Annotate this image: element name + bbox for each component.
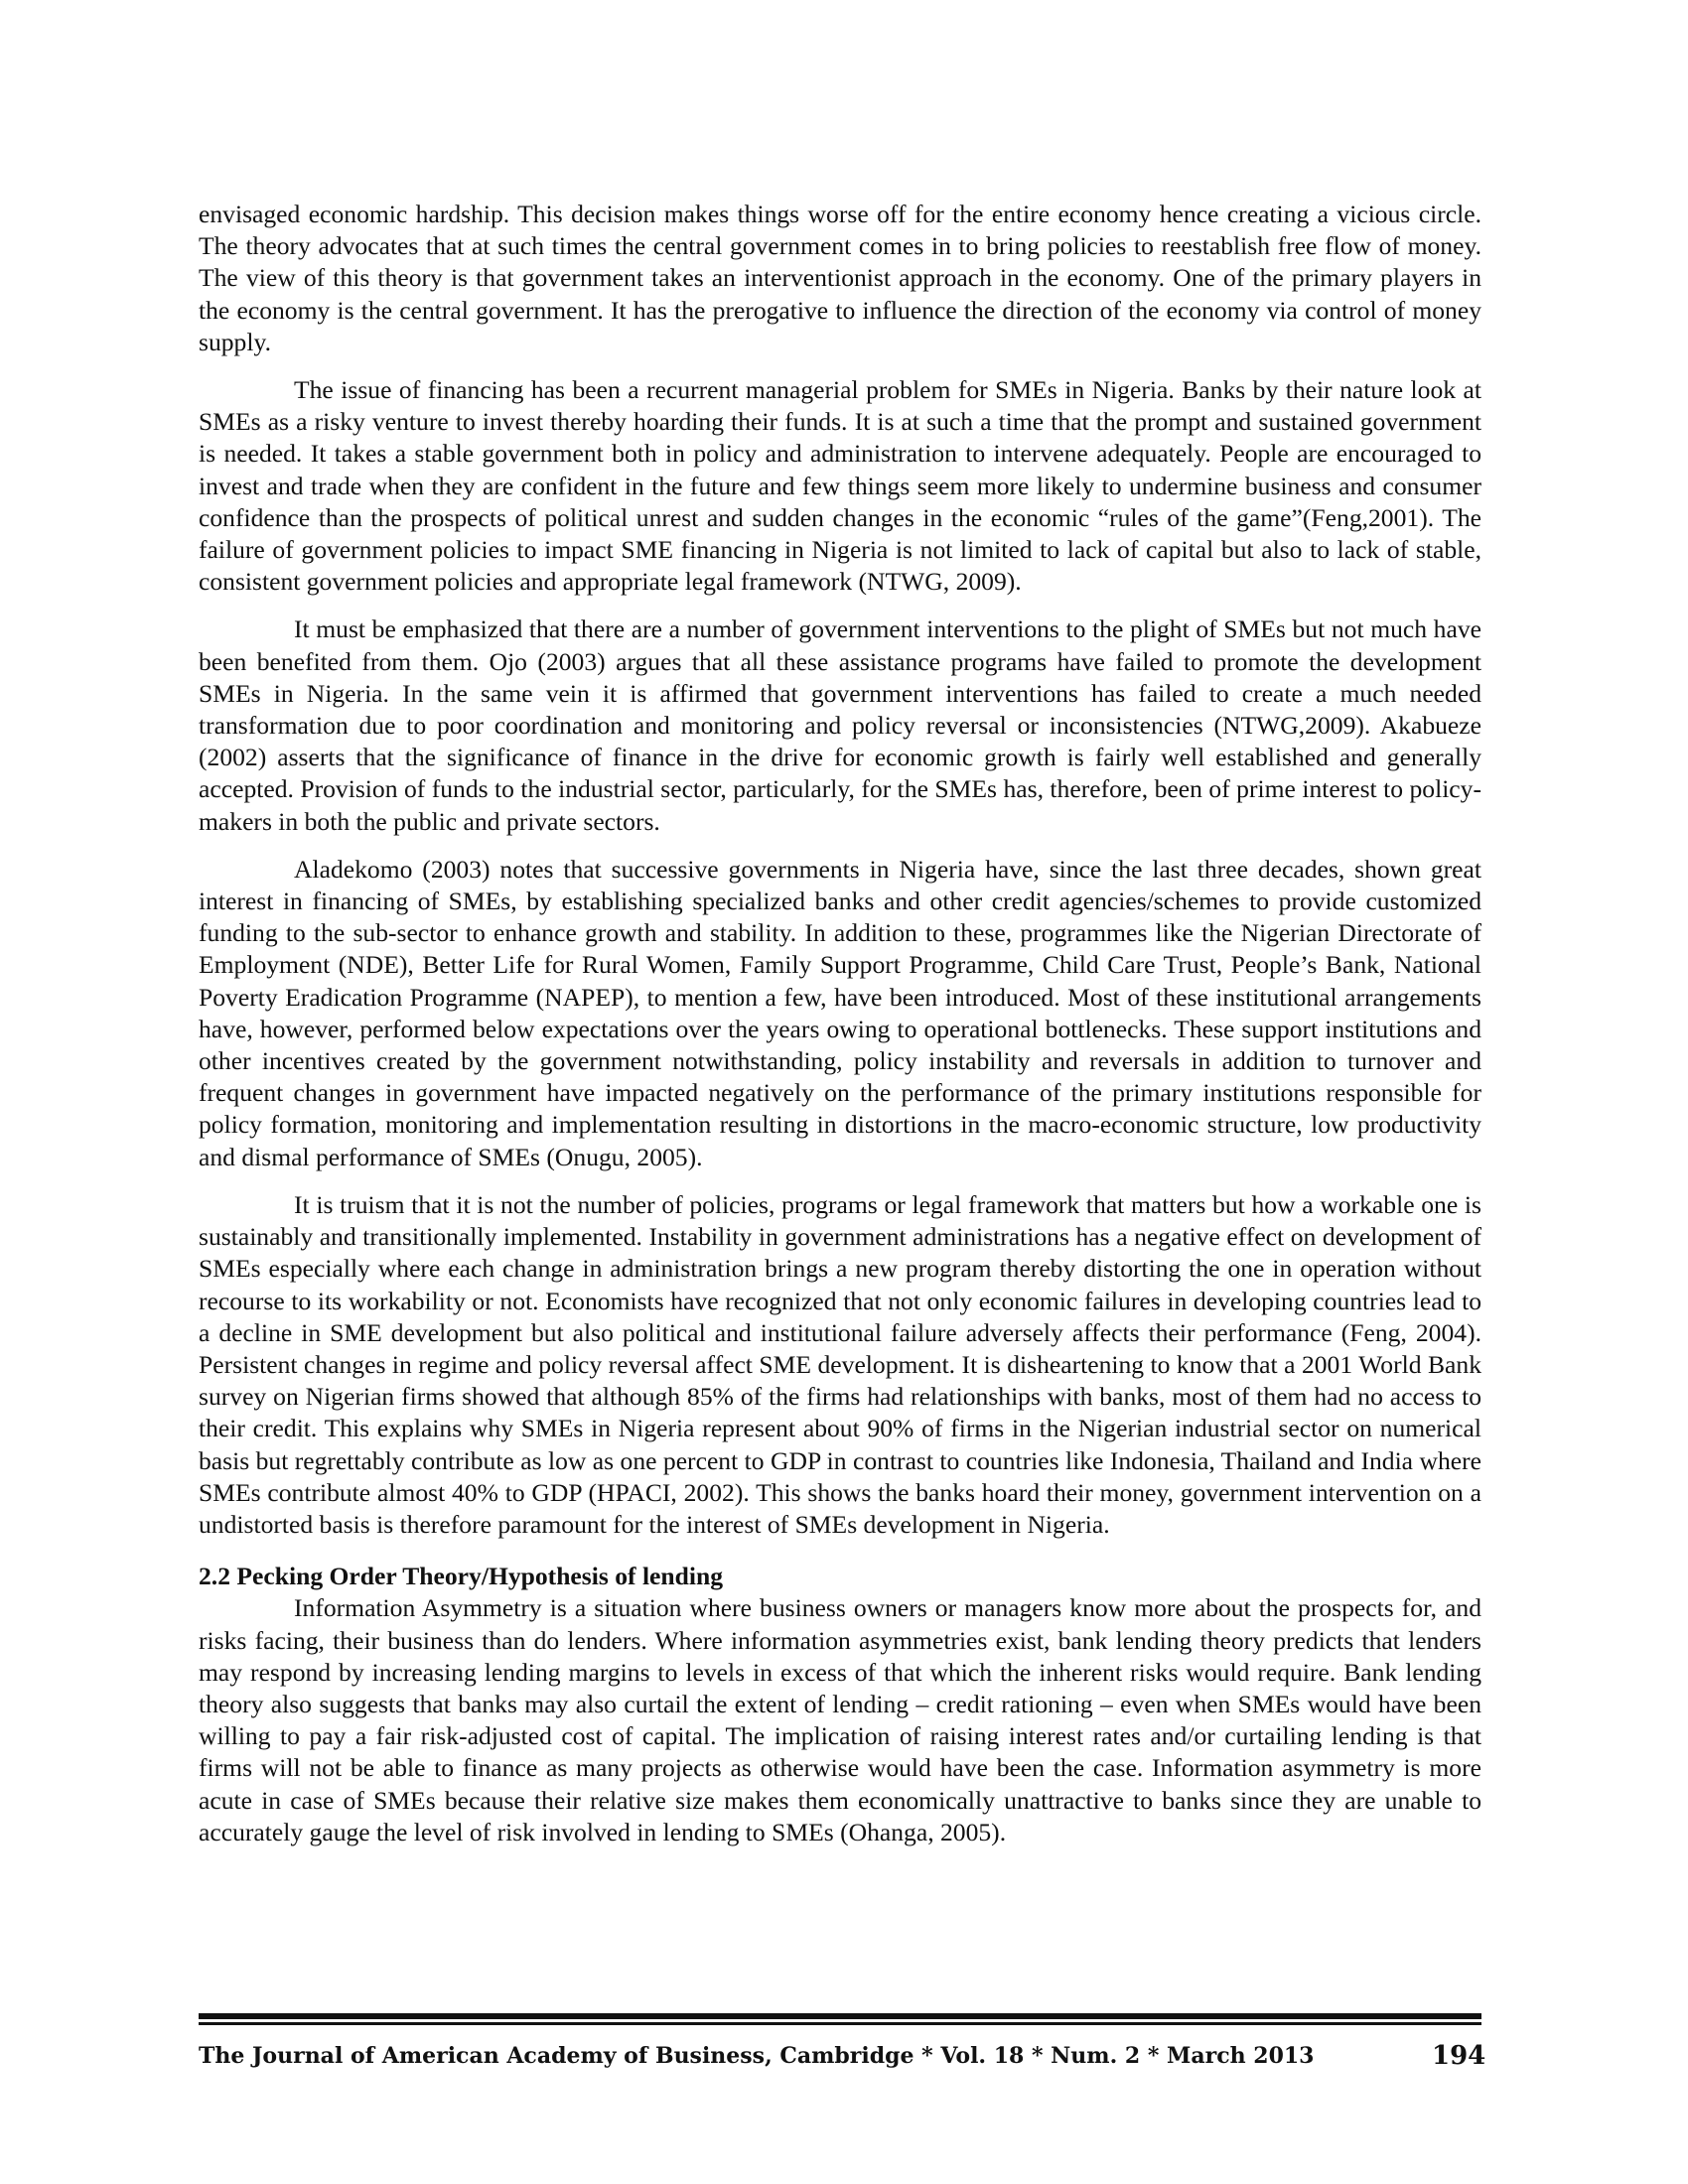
footer-divider	[199, 2013, 1481, 2025]
paragraph-government-interventions: It must be emphasized that there are a number of government interventions to the plight of SMEs but not much have been benefited from them. Ojo (2003) argues that all these assistance programs have failed to promote the development SMEs in Nigeria. In the same vein it is affirmed that government interventions has failed to create a much needed transformation due to poor coordination and monitoring and policy reversal or inconsistencies (NTWG,2009). Akabueze (2002) asserts that the significance of finance in the drive for economic growth is fairly well established and generally accepted. Provision of funds to the industrial sector, particularly, for the SMEs has, therefore, been of prime interest to policy-makers in both the public and private sectors.	[199, 614, 1481, 836]
paragraph-continued: envisaged economic hardship. This decision makes things worse off for the entire economy hence creating a vicious circle. The theory advocates that at such times the central government comes in to bring policies to reestablish free flow of money. The view of this theory is that government takes an interventionist approach in the economy. One of the primary players in the economy is the central government. It has the prerogative to influence the direction of the economy via control of money supply.	[199, 200, 1481, 356]
paragraph-information-asymmetry: Information Asymmetry is a situation where business owners or managers know more about the prospects for, and risks facing, their business than do lenders. Where information asymmetries exist, bank lending theory predicts that lenders may respond by increasing lending margins to levels in excess of that which the inherent risks would require. Bank lending theory also suggests that banks may also curtail the extent of lending – credit rationing – even when SMEs would have been willing to pay a fair risk-adjusted cost of capital. The implication of raising interest rates and/or curtailing lending is that firms will not be able to finance as many projects as otherwise would have been the case. Information asymmetry is more acute in case of SMEs because their relative size makes them economically unattractive to banks since they are unable to accurately gauge the level of risk involved in lending to SMEs (Ohanga, 2005).	[199, 1593, 1481, 1846]
article-body	[199, 199, 1481, 1864]
paragraph-financing-issue: The issue of financing has been a recurrent managerial problem for SMEs in Nigeria. Banks by their nature look at SMEs as a risky venture to invest thereby hoarding their funds. It is at such a time that the prompt and sustained government is needed. It takes a stable government both in policy and administration to intervene adequately. People are encouraged to invest and trade when they are confident in the future and few things seem more likely to undermine business and consumer confidence than the prospects of political unrest and sudden changes in the economic “rules of the game”(Feng,2001). The failure of government policies to impact SME financing in Nigeria is not limited to lack of capital but also to lack of stable, consistent government policies and appropriate legal framework (NTWG, 2009).	[199, 375, 1481, 597]
journal-citation: The Journal of American Academy of Business, Cambridge * Vol. 18 * Num. 2 * March 2013	[199, 2043, 1315, 2069]
page-number: 194	[1432, 2041, 1486, 2071]
paragraph-aladekomo: Aladekomo (2003) notes that successive governments in Nigeria have, since the last three decades, shown great interest in financing of SMEs, by establishing specialized banks and other credit agencies/schemes to provide customized funding to the sub-sector to enhance growth and stability. In addition to these, programmes like the Nigerian Directorate of Employment (NDE), Better Life for Rural Women, Family Support Programme, Child Care Trust, People’s Bank, National Poverty Eradication Programme (NAPEP), to mention a few, have been introduced. Most of these institutional arrangements have, however, performed below expectations over the years owing to operational bottlenecks. These support institutions and other incentives created by the government notwithstanding, policy instability and reversals in addition to turnover and frequent changes in government have impacted negatively on the performance of the primary institutions responsible for policy formation, monitoring and implementation resulting in distortions in the macro-economic structure, low productivity and dismal performance of SMEs (Onugu, 2005).	[199, 854, 1481, 1171]
paragraph-truism: It is truism that it is not the number of policies, programs or legal framework that matters but how a workable one is sustainably and transitionally implemented. Instability in government administrations has a negative effect on development of SMEs especially where each change in administration brings a new program thereby distorting the one in operation without recourse to its workability or not. Economists have recognized that not only economic failures in developing countries lead to a decline in SME development but also political and institutional failure adversely affects their performance (Feng, 2004). Persistent changes in regime and policy reversal affect SME development. It is disheartening to know that a 2001 World Bank survey on Nigerian firms showed that although 85% of the firms had relationships with banks, most of them had no access to their credit. This explains why SMEs in Nigeria represent about 90% of firms in the Nigerian industrial sector on numerical basis but regrettably contribute as low as one percent to GDP in contrast to countries like Indonesia, Thailand and India where SMEs contribute almost 40% to GDP (HPACI, 2002). This shows the banks hoard their money, government intervention on a undistorted basis is therefore paramount for the interest of SMEs development in Nigeria.	[199, 1189, 1481, 1539]
section-heading: 2.2 Pecking Order Theory/Hypothesis of lending	[199, 1562, 724, 1591]
